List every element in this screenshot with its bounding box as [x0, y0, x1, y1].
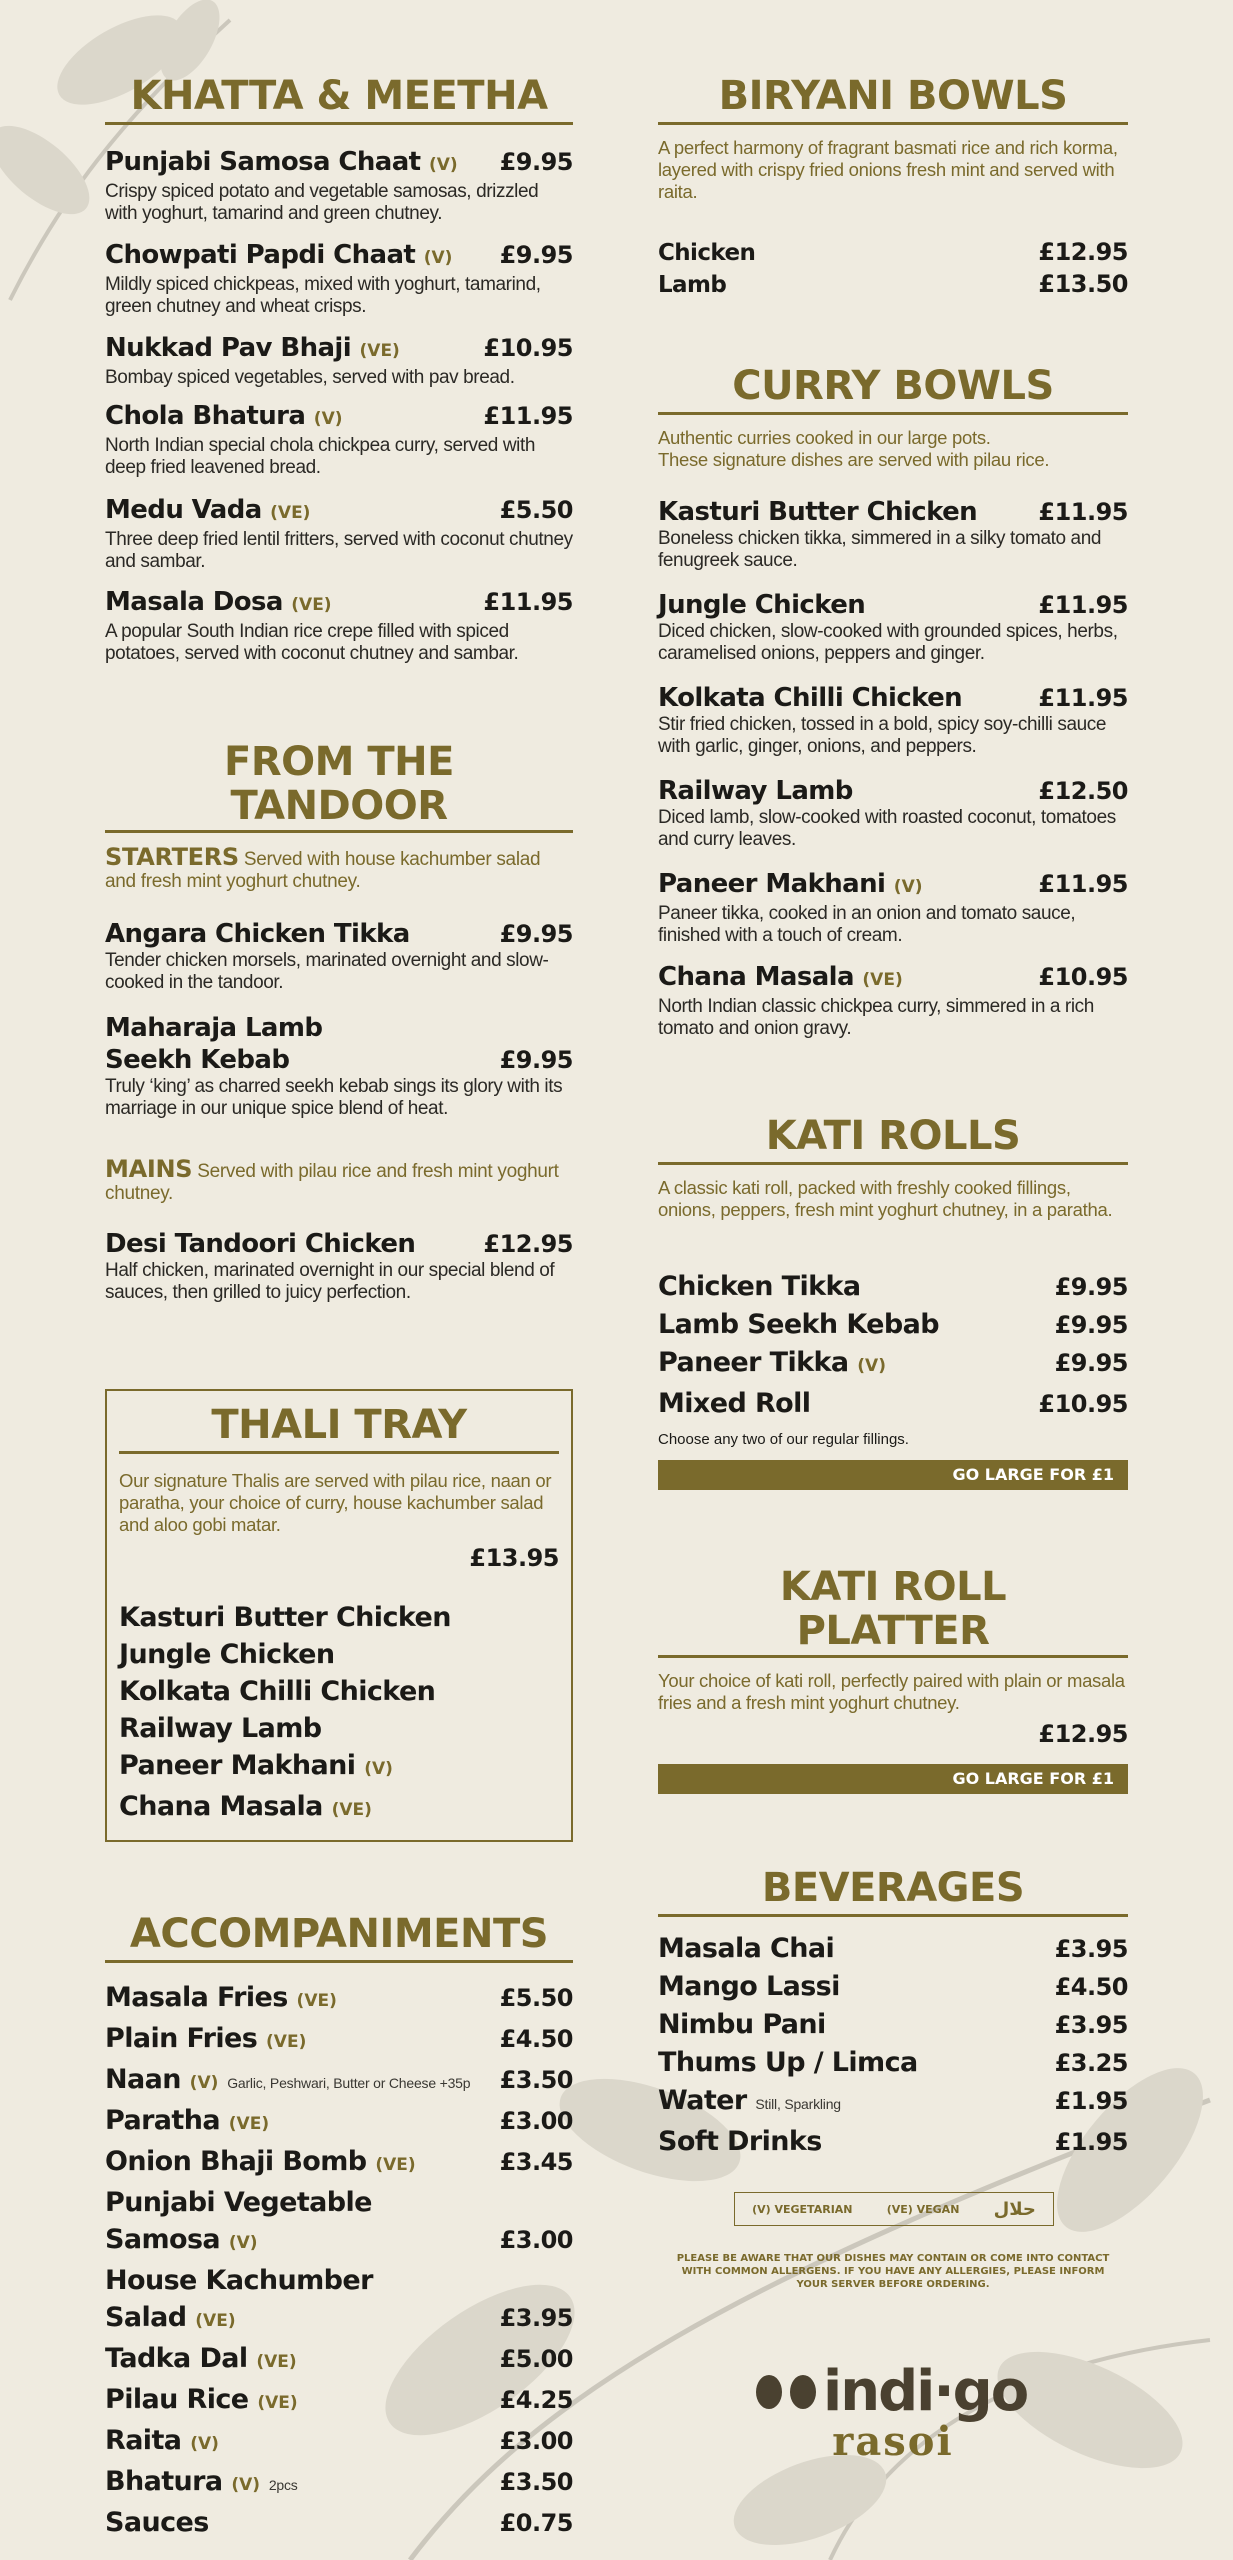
kati-row — [658, 1385, 1128, 1423]
kati-row — [658, 1306, 1128, 1344]
item-name: Samosa — [105, 2224, 221, 2255]
curry-item — [658, 775, 1128, 851]
item-name: Chana Masala — [119, 1791, 323, 1822]
starters-note: Served with house kachumber salad and fresh mint yoghurt chutney. — [105, 849, 541, 892]
item-name: Desi Tandoori Chicken — [105, 1229, 416, 1259]
item-desc: Boneless chicken tikka, simmered in a silky tomato and fenugreek sauce. — [658, 528, 1102, 571]
item-tag: (VE) — [270, 503, 311, 523]
item-name: Paneer Makhani — [658, 869, 886, 899]
item-note: Garlic, Peshwari, Butter or Cheese +35p — [227, 2075, 471, 2091]
allergy-notice: PLEASE BE AWARE THAT OUR DISHES MAY CONTAIN OR COME INTO CONTACT WITH COMMON ALLERGENS. IF YOU HAVE ANY ALLERGIES, PLEASE INFORM YOUR SERVER BEFORE ORDERING. — [676, 2253, 1110, 2290]
brand-sub: rasoi — [832, 2418, 954, 2465]
item-name: Kasturi Butter Chicken — [658, 497, 978, 527]
item-name-line2: Seekh Kebab — [105, 1045, 290, 1075]
thali-item — [119, 1710, 559, 1747]
kati-title: KATI ROLLS — [658, 1114, 1128, 1165]
item-name: Chowpati Papdi Chaat — [105, 240, 416, 270]
platter-go-large-bar: GO LARGE FOR £1 — [658, 1764, 1128, 1794]
curry-intro-line1: Authentic curries cooked in our large pots. — [658, 427, 991, 448]
kati-note: Choose any two of our regular fillings. — [658, 1431, 909, 1448]
item-price: £11.95 — [483, 588, 573, 616]
item-name: Soft Drinks — [658, 2126, 822, 2157]
item-tag: (VE) — [195, 2311, 236, 2331]
item-name: Medu Vada — [105, 495, 262, 525]
item-price: £5.50 — [499, 1984, 573, 2012]
curry-item — [658, 496, 1128, 572]
accompaniment-row — [105, 2020, 573, 2061]
accompaniment-row — [105, 2143, 573, 2184]
item-price: £3.45 — [499, 2148, 573, 2176]
item-desc: Stir fried chicken, tossed in a bold, spicy soy-chilli sauce with garlic, ginger, onions, and peppers. — [658, 714, 1107, 757]
item-price: £3.95 — [1054, 2011, 1128, 2039]
item-tag: (V) — [857, 1356, 886, 1376]
item-name: Nukkad Pav Bhaji — [105, 333, 352, 363]
legend-vegetarian: (V) VEGETARIAN — [752, 2202, 853, 2216]
item-desc: A popular South Indian rice crepe filled with spiced potatoes, served with coconut chutney and sambar. — [105, 621, 519, 664]
mains-note: Served with pilau rice and fresh mint yoghurt chutney. — [105, 1161, 559, 1204]
biryani-intro: A perfect harmony of fragrant basmati rice and rich korma, layered with crispy fried onions fresh mint and served with raita. — [658, 137, 1118, 202]
curry-item — [658, 682, 1128, 758]
item-tag: (VE) — [256, 2352, 297, 2372]
khatta-item — [105, 239, 573, 318]
item-name: Sauces — [105, 2507, 209, 2538]
item-desc: Bombay spiced vegetables, served with pav bread. — [105, 367, 515, 388]
accompaniment-row — [105, 2422, 573, 2463]
item-name: Kasturi Butter Chicken — [119, 1602, 451, 1633]
thali-box — [105, 1389, 573, 1842]
item-name: Naan — [105, 2064, 181, 2095]
item-price: £11.95 — [1038, 684, 1128, 712]
item-price: £12.50 — [1038, 777, 1128, 805]
starters-heading — [105, 843, 573, 893]
thali-intro: Our signature Thalis are served with pilau rice, naan or paratha, your choice of curry, house kachumber salad and aloo gobi matar. — [119, 1470, 552, 1535]
item-desc: North Indian special chola chickpea curry, served with deep fried leavened bread. — [105, 435, 536, 478]
item-name: Paneer Tikka — [658, 1347, 849, 1378]
accompaniment-row — [105, 2102, 573, 2143]
thali-item — [119, 1747, 559, 1788]
brand-logo — [753, 2360, 1033, 2510]
item-price: £3.95 — [499, 2304, 573, 2332]
item-name: Plain Fries — [105, 2023, 258, 2054]
item-tag: (V) — [423, 248, 453, 268]
item-desc: Diced chicken, slow-cooked with grounded spices, herbs, caramelised onions, peppers and ginger. — [658, 621, 1118, 664]
item-tag: (VE) — [228, 2114, 270, 2134]
thali-item — [119, 1673, 559, 1710]
item-desc: North Indian classic chickpea curry, simmered in a rich tomato and onion gravy. — [658, 996, 1094, 1039]
tandoor-item — [105, 1012, 573, 1120]
accompaniment-row — [105, 2299, 573, 2340]
platter-title-line1: KATI ROLL — [779, 1564, 1007, 1610]
thali-price: £13.95 — [469, 1544, 559, 1572]
accompaniment-row — [105, 2221, 573, 2262]
accompaniments-section — [105, 1912, 573, 1963]
item-note: Still, Sparkling — [755, 2096, 841, 2112]
tandoor-item — [105, 918, 573, 994]
khatta-section — [105, 74, 573, 125]
item-tag: (V) — [231, 2475, 261, 2495]
mains-label: MAINS — [105, 1155, 193, 1183]
tandoor-title-line1: FROM THE — [224, 739, 454, 785]
platter-section — [658, 1565, 1128, 1748]
khatta-item — [105, 332, 573, 389]
item-price: £3.00 — [499, 2226, 573, 2254]
accompaniment-row — [105, 2381, 573, 2422]
item-tag: (V) — [364, 1759, 393, 1779]
item-price: £3.50 — [499, 2468, 573, 2496]
curry-section — [658, 364, 1128, 471]
item-name: Chana Masala — [658, 962, 854, 992]
biryani-list — [658, 237, 1128, 301]
item-price: £3.00 — [499, 2427, 573, 2455]
kati-intro: A classic kati roll, packed with freshly cooked fillings, onions, peppers, fresh mint yoghurt chutney, in a paratha. — [658, 1177, 1113, 1220]
accompaniments-title: ACCOMPANIMENTS — [105, 1912, 573, 1963]
accompaniments-list — [105, 1979, 573, 2542]
beverages-title: BEVERAGES — [658, 1866, 1128, 1917]
item-price: £0.75 — [499, 2509, 573, 2537]
item-price: £11.95 — [483, 402, 573, 430]
accompaniment-row — [105, 2504, 573, 2542]
item-tag: (VE) — [296, 1991, 337, 2011]
item-name: Angara Chicken Tikka — [105, 919, 410, 949]
item-price: £4.50 — [499, 2025, 573, 2053]
tandoor-item — [105, 1228, 573, 1304]
item-name: Masala Dosa — [105, 587, 283, 617]
item-desc: Half chicken, marinated overnight in our special blend of sauces, then grilled to juicy perfection. — [105, 1260, 555, 1303]
item-price: £13.50 — [1038, 270, 1128, 298]
item-price: £10.95 — [1038, 963, 1128, 991]
beverage-row — [658, 1930, 1128, 1968]
item-price: £9.95 — [499, 241, 573, 269]
beverage-row — [658, 2082, 1128, 2123]
item-price: £9.95 — [499, 1046, 573, 1074]
item-price: £11.95 — [1038, 870, 1128, 898]
accompaniment-row-line1 — [105, 2184, 573, 2221]
beverage-row — [658, 2123, 1128, 2161]
item-price: £4.50 — [1054, 1973, 1128, 2001]
item-price: £9.95 — [1054, 1311, 1128, 1339]
item-name: Mixed Roll — [658, 1388, 811, 1419]
item-tag: (V) — [228, 2233, 258, 2253]
item-price: £5.50 — [499, 496, 573, 524]
mains-heading — [105, 1155, 573, 1205]
thali-item — [119, 1788, 559, 1829]
item-price: £11.95 — [1038, 498, 1128, 526]
biryani-title: BIRYANI BOWLS — [658, 74, 1128, 125]
item-tag: (VE) — [266, 2032, 307, 2052]
starters-label: STARTERS — [105, 843, 239, 871]
item-name: Paneer Makhani — [119, 1750, 356, 1781]
item-name: Railway Lamb — [658, 776, 853, 806]
item-name: Chicken — [658, 240, 756, 266]
item-tag: (V) — [190, 2434, 219, 2454]
item-price: £10.95 — [483, 334, 573, 362]
item-name: Punjabi Samosa Chaat — [105, 147, 421, 177]
khatta-item — [105, 494, 573, 573]
item-price: £11.95 — [1038, 591, 1128, 619]
item-desc: Crispy spiced potato and vegetable samosas, drizzled with yoghurt, tamarind and green chutney. — [105, 181, 539, 224]
item-desc: Paneer tikka, cooked in an onion and tomato sauce, finished with a touch of cream. — [658, 903, 1076, 946]
item-name: Bhatura — [105, 2466, 223, 2497]
tandoor-title-line2: TANDOOR — [230, 783, 448, 829]
item-tag: (V) — [893, 877, 923, 897]
curry-intro-line2: These signature dishes are served with pilau rice. — [658, 449, 1050, 470]
curry-item — [658, 589, 1128, 665]
thali-item — [119, 1599, 559, 1636]
biryani-section — [658, 74, 1128, 203]
tandoor-section — [105, 740, 573, 833]
item-tag: (V) — [189, 2073, 219, 2093]
platter-price: £12.95 — [1038, 1720, 1128, 1748]
curry-item — [658, 868, 1128, 947]
item-desc: Truly ‘king’ as charred seekh kebab sings its glory with its marriage in our unique spice blend of heat. — [105, 1076, 563, 1119]
beverage-row — [658, 2044, 1128, 2082]
thali-title: THALI TRAY — [119, 1403, 559, 1454]
item-name: Tadka Dal — [105, 2343, 248, 2374]
item-name: Jungle Chicken — [658, 590, 866, 620]
accompaniment-row — [105, 2061, 573, 2102]
item-desc: Tender chicken morsels, marinated overnight and slow-cooked in the tandoor. — [105, 950, 549, 993]
item-desc: Diced lamb, slow-cooked with roasted coconut, tomatoes and curry leaves. — [658, 807, 1116, 850]
item-name: Chola Bhatura — [105, 401, 306, 431]
kati-go-large-bar: GO LARGE FOR £1 — [658, 1460, 1128, 1490]
item-tag: (V) — [428, 155, 458, 175]
accompaniment-row — [105, 2463, 573, 2504]
khatta-title: KHATTA & MEETHA — [105, 74, 573, 125]
item-name: Pilau Rice — [105, 2384, 249, 2415]
kati-row — [658, 1344, 1128, 1385]
accompaniment-row-line1 — [105, 2262, 573, 2299]
item-price: £1.95 — [1054, 2128, 1128, 2156]
item-name-line1: Punjabi Vegetable — [105, 2187, 372, 2218]
accompaniment-row — [105, 1979, 573, 2020]
item-name: Kolkata Chilli Chicken — [658, 683, 963, 713]
legend-vegan: (VE) VEGAN — [886, 2202, 960, 2216]
item-price: £12.95 — [1038, 238, 1128, 266]
item-price: £9.95 — [499, 148, 573, 176]
item-price: £3.95 — [1054, 1935, 1128, 1963]
biryani-row — [658, 237, 1128, 269]
item-name-line1: House Kachumber — [105, 2265, 373, 2296]
item-name: Chicken Tikka — [658, 1271, 861, 1302]
item-note: 2pcs — [268, 2477, 298, 2493]
platter-intro: Your choice of kati roll, perfectly paired with plain or masala fries and a fresh mint yoghurt chutney. — [658, 1670, 1125, 1713]
item-name: Raita — [105, 2425, 182, 2456]
khatta-item — [105, 146, 573, 225]
item-tag: (VE) — [375, 2155, 416, 2175]
item-price: £1.95 — [1054, 2087, 1128, 2115]
item-name: Masala Chai — [658, 1933, 835, 1964]
halal-icon: حلال — [993, 2198, 1036, 2220]
thali-item — [119, 1636, 559, 1673]
item-name: Lamb — [658, 272, 727, 298]
item-name: Mango Lassi — [658, 1971, 840, 2002]
kati-row — [658, 1268, 1128, 1306]
brand-name: indi·go — [823, 2359, 1028, 2424]
item-price: £9.95 — [1054, 1349, 1128, 1377]
item-price: £4.25 — [499, 2386, 573, 2414]
accompaniment-row — [105, 2340, 573, 2381]
item-name: Masala Fries — [105, 1982, 288, 2013]
item-desc: Mildly spiced chickpeas, mixed with yoghurt, tamarind, green chutney and wheat crisps. — [105, 274, 541, 317]
biryani-row — [658, 269, 1128, 301]
platter-title-line2: PLATTER — [796, 1608, 990, 1654]
item-name: Onion Bhaji Bomb — [105, 2146, 367, 2177]
item-name-line1: Maharaja Lamb — [105, 1013, 323, 1043]
item-price: £5.00 — [499, 2345, 573, 2373]
item-name: Salad — [105, 2302, 187, 2333]
item-price: £3.00 — [499, 2107, 573, 2135]
item-name: Thums Up / Limca — [658, 2047, 918, 2078]
item-price: £10.95 — [1038, 1390, 1128, 1418]
item-name: Railway Lamb — [119, 1713, 322, 1744]
beverages-section — [658, 1866, 1128, 1917]
item-name: Jungle Chicken — [119, 1639, 335, 1670]
beverage-row — [658, 1968, 1128, 2006]
item-tag: (VE) — [359, 341, 400, 361]
logo-mark-icon — [753, 2370, 823, 2414]
item-price: £3.50 — [499, 2066, 573, 2094]
item-name: Lamb Seekh Kebab — [658, 1309, 939, 1340]
item-price: £9.95 — [1054, 1273, 1128, 1301]
item-tag: (VE) — [862, 970, 903, 990]
beverages-list — [658, 1930, 1128, 2161]
beverage-row — [658, 2006, 1128, 2044]
item-tag: (VE) — [257, 2393, 298, 2413]
diet-legend — [734, 2192, 1054, 2226]
khatta-item — [105, 400, 573, 479]
item-name: Water — [658, 2085, 747, 2116]
kati-section — [658, 1114, 1128, 1221]
item-tag: (V) — [313, 409, 343, 429]
item-desc: Three deep fried lentil fritters, served with coconut chutney and sambar. — [105, 529, 573, 572]
item-price: £3.25 — [1054, 2049, 1128, 2077]
item-price: £9.95 — [499, 920, 573, 948]
item-price: £12.95 — [483, 1230, 573, 1258]
kati-list — [658, 1268, 1128, 1448]
item-name: Paratha — [105, 2105, 220, 2136]
item-tag: (VE) — [331, 1800, 372, 1820]
item-name: Nimbu Pani — [658, 2009, 826, 2040]
khatta-item — [105, 586, 573, 665]
item-tag: (VE) — [291, 595, 332, 615]
curry-title: CURRY BOWLS — [658, 364, 1128, 415]
curry-item — [658, 961, 1128, 1040]
item-name: Kolkata Chilli Chicken — [119, 1676, 436, 1707]
